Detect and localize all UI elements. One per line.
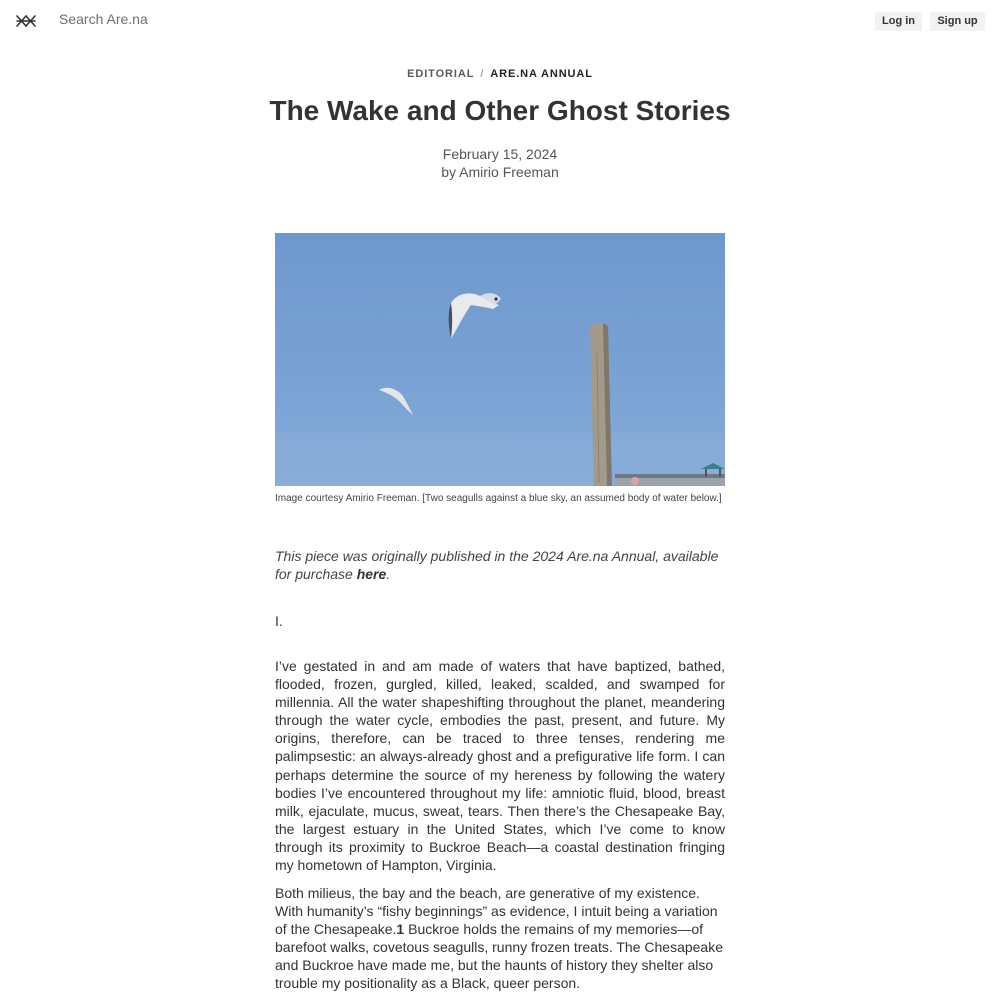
hero-image xyxy=(275,233,725,486)
seagulls-photo xyxy=(275,233,725,486)
section-heading: I. xyxy=(275,613,283,629)
byline xyxy=(0,164,1000,180)
publication-note xyxy=(275,547,725,583)
paragraph-2 xyxy=(275,884,725,993)
search-input[interactable]: Search Are.na xyxy=(59,11,148,27)
login-button[interactable]: Log in xyxy=(875,12,922,31)
seagull-large xyxy=(449,293,501,339)
author-link[interactable]: Amirio Freeman xyxy=(459,164,559,180)
paragraph-1: I’ve gestated in and am made of waters that have baptized, bathed, flooded, frozen, gurgled, killed, leaked, scalded, and swamped for millennia. All the water shapeshifting throughout the planet, meandering through the water cycle, embodies the past, present, and future. My origins, therefore, can be traced to three tenses, rendering me palimpsestic: an always-already ghost and a prefigurative life form. I can perhaps determine the source of my hereness by following the watery bodies I’ve encountered throughout my life: amniotic fluid, blood, breast milk, ejaculate, mucus, sweat, tears. Then there’s the Chesapeake Bay, the largest estuary in the United States, which I’ve come to know through its proximity to Buckroe Beach—a coastal destination fringing my hometown of Hampton, Virginia. xyxy=(275,658,725,874)
signup-button[interactable]: Sign up xyxy=(930,12,985,31)
breadcrumb xyxy=(0,68,1000,80)
seagull-small xyxy=(379,388,413,415)
publication-note-end: . xyxy=(386,566,391,583)
publish-date: February 15, 2024 xyxy=(442,146,558,162)
arena-logo-icon[interactable] xyxy=(14,10,38,32)
breadcrumb-separator: / xyxy=(480,68,485,80)
byline-prefix: by xyxy=(441,164,457,180)
breadcrumb-editorial-link[interactable]: EDITORIAL xyxy=(407,68,475,80)
paragraph-2-part-a: Both milieus, the bay and the beach, are generative of my existence. With humanity’s “fishy beginnings” as evidence, I intuit being a variation of the Chesapeake. xyxy=(275,885,718,938)
publication-note-text: This piece was originally published in the 2024 Are.na Annual, available for purchase xyxy=(275,548,719,583)
breadcrumb-annual-link[interactable]: ARE.NA ANNUAL xyxy=(490,68,593,80)
paragraph-2-part-b: Buckroe holds the remains of my memories—of barefoot walks, covetous seagulls, runny frozen treats. The Chesapeake and Buckroe have made me, but the haunts of history they shelter also trouble my positionality as a Black, queer person. xyxy=(275,921,723,992)
page-title: The Wake and Other Ghost Stories xyxy=(269,95,731,126)
purchase-link[interactable]: here xyxy=(356,566,387,583)
footnote-ref[interactable]: 1 xyxy=(396,921,405,938)
top-bar xyxy=(0,0,1000,42)
image-caption: Image courtesy Amirio Freeman. [Two seagulls against a blue sky, an assumed body of water below.] xyxy=(275,493,722,504)
